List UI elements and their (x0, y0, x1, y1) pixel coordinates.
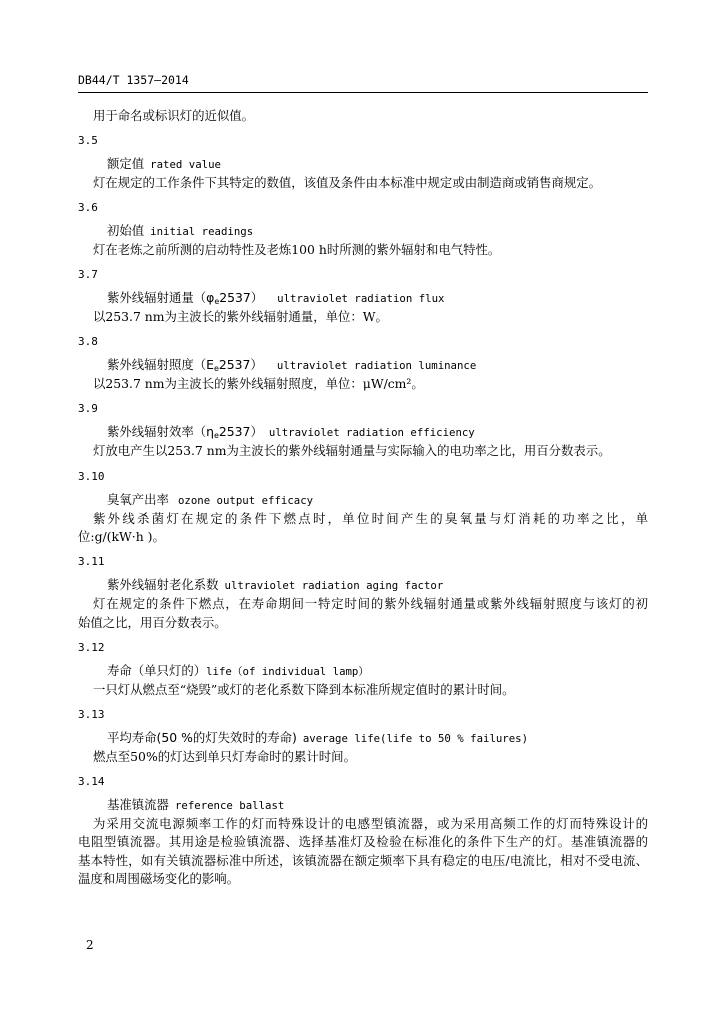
definition-line: 位:g/(kW·h )。 (78, 529, 165, 545)
definition-line: 灯在规定的工作条件下其特定的数值，该值及条件由本标准中规定或由制造商或销售商规定。 (93, 175, 602, 191)
term-chinese: 紫外线辐射效率（η (107, 424, 214, 440)
definition (78, 595, 648, 632)
term-chinese: 紫外线辐射照度（E (107, 357, 214, 373)
definition-line: 紫外线杀菌灯在规定的条件下燃点时，单位时间产生的臭氧量与灯消耗的功率之比，单 (93, 510, 648, 526)
definition (78, 241, 648, 260)
page-number: 2 (86, 938, 94, 952)
term-english: reference ballast (174, 798, 285, 812)
term-line (78, 423, 648, 442)
term-chinese: 紫外线辐射老化系数 (107, 577, 219, 593)
term-line (78, 662, 648, 681)
term-subscript: e (213, 364, 219, 374)
term-chinese: 平均寿命(50 %的灯失效时的寿命) (107, 729, 297, 745)
header-rule (78, 92, 648, 93)
document-code: DB44/T 1357—2014 (78, 73, 189, 87)
term-line (78, 729, 648, 748)
clause-number: 3.9 (78, 402, 98, 416)
term-english: ultraviolet radiation aging factor (224, 579, 444, 593)
definition-line: 用于命名或标识灯的近似值。 (93, 108, 255, 123)
definition-line: 温度和周围磁场变化的影响。 (78, 871, 240, 887)
definition (78, 375, 648, 394)
clause-number: 3.12 (78, 640, 105, 654)
clause-number: 3.10 (78, 469, 105, 483)
term-chinese-tail: 2537） (218, 424, 263, 440)
term-english: ultraviolet radiation flux (277, 292, 445, 306)
clause-number: 3.13 (78, 707, 105, 721)
term-line (78, 796, 648, 815)
definition (78, 510, 648, 547)
definition-line: 电阻型镇流器。其用途是检验镇流器、选择基准灯及检验在标准化的条件下生产的灯。基准镇流器的 (78, 834, 648, 850)
term-chinese-tail: 2537） (218, 357, 263, 373)
term-chinese: 紫外线辐射通量（φ (107, 290, 215, 306)
term-line (78, 222, 648, 241)
definition-line: 基本特性，如有关镇流器标准中所述，该镇流器在额定频率下具有稳定的电压/电流比，相对不受电流、 (78, 852, 648, 868)
document-body (78, 107, 648, 889)
clause-number: 3.5 (78, 134, 98, 148)
term-chinese: 臭氧产出率 (107, 491, 169, 507)
term-line (78, 289, 648, 308)
term-chinese: 寿命（单只灯的） (107, 662, 207, 678)
term-subscript: e (214, 297, 220, 307)
definition-line: 灯在规定的条件下燃点，在寿命期间一特定时间的紫外线辐射通量或紫外线辐射照度与该灯的初 (93, 596, 648, 612)
definition-line: 为采用交流电源频率工作的灯而特殊设计的电感型镇流器，或为采用高频工作的灯而特殊设计的 (93, 815, 648, 831)
clause-number: 3.14 (78, 774, 105, 788)
term-chinese: 额定值 (107, 156, 145, 172)
definition (78, 174, 648, 193)
clause-number: 3.11 (78, 555, 105, 569)
clause-number: 3.6 (78, 201, 98, 215)
definition (78, 107, 648, 126)
definition-line: 灯在老炼之前所测的启动特性及老炼100 h时所测的紫外辐射和电气特性。 (93, 242, 501, 258)
term-subscript: e (213, 431, 219, 441)
term-english: ozone output efficacy (177, 493, 314, 507)
clause-number: 3.7 (78, 268, 98, 282)
definition (78, 681, 648, 700)
definition-line: 始值之比，用百分数表示。 (78, 614, 227, 630)
term-english: life（of individual lamp） (206, 664, 370, 678)
term-english: ultraviolet radiation efficiency (268, 426, 475, 440)
term-english: ultraviolet radiation luminance (276, 359, 477, 373)
definition (78, 308, 648, 327)
term-chinese: 初始值 (107, 223, 145, 239)
definition-line: 以253.7 nm为主波长的紫外线辐射通量，单位：W。 (93, 309, 388, 325)
definition (78, 815, 648, 889)
term-english: initial readings (150, 225, 254, 239)
definition-line: 燃点至50%的灯达到单只灯寿命时的累计时间。 (93, 748, 356, 764)
term-english: average life(life to 50 % failures) (302, 731, 529, 745)
definition (78, 748, 648, 767)
term-chinese: 基准镇流器 (107, 796, 169, 812)
term-line (78, 356, 648, 375)
definition-line: 灯放电产生以253.7 nm为主波长的紫外线辐射通量与实际输入的电功率之比，用百分数表示。 (93, 443, 611, 459)
definition (78, 442, 648, 461)
term-line (78, 576, 648, 595)
term-line (78, 491, 648, 510)
definition-line: 以253.7 nm为主波长的紫外线辐射照度，单位：μW/cm²。 (93, 376, 424, 392)
definition-line: 一只灯从燃点至“烧毁”或灯的老化系数下降到本标准所规定值时的累计时间。 (93, 681, 515, 697)
clause-number: 3.8 (78, 335, 98, 349)
term-chinese-tail: 2537） (219, 290, 264, 306)
term-line (78, 155, 648, 174)
term-english: rated value (150, 158, 221, 172)
